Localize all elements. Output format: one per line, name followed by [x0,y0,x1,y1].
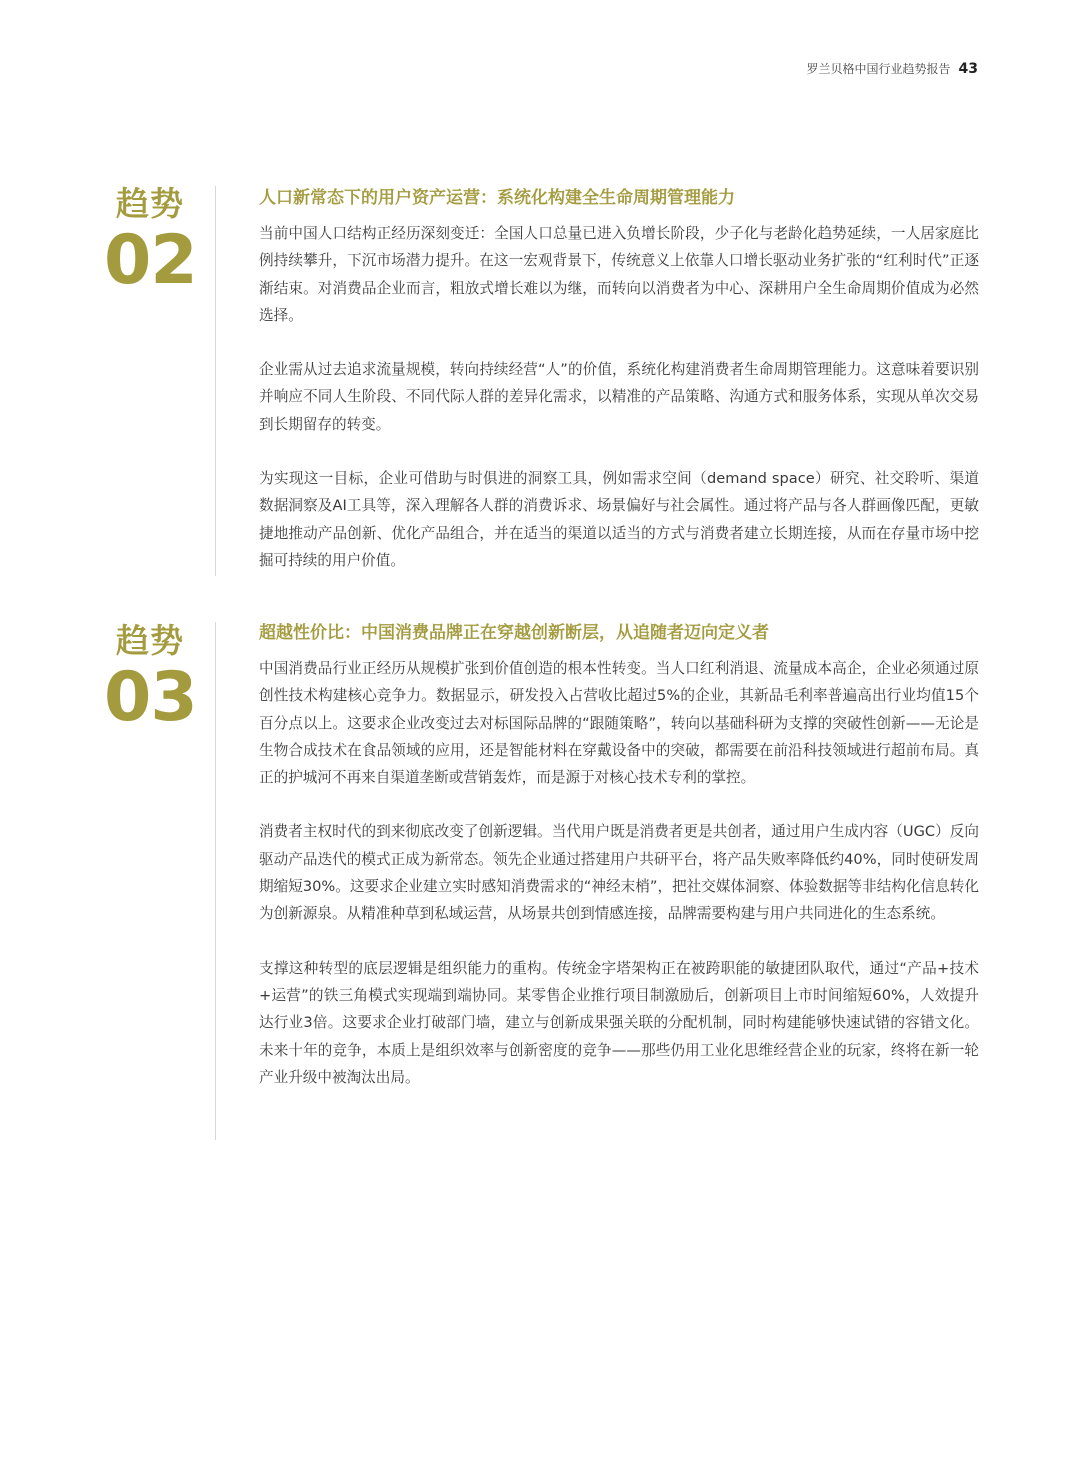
section-divider-line [215,186,216,576]
trend-03-content [259,621,979,1118]
trend-02-label [104,184,197,300]
trend-word: 趋势 [116,184,184,223]
trend-02-content [259,186,979,601]
section-heading: 人口新常态下的用户资产运营：系统化构建全生命周期管理能力 [259,188,735,208]
paragraph: 为实现这一目标，企业可借助与时俱进的洞察工具，例如需求空间（demand space）研究、社交聆听、渠道数据洞察及AI工具等，深入理解各人群的消费诉求、场景偏好与社会属性。通过将产品与各人群画像匹配，更敏捷地推动产品创新、优化产品组合，并在适当的渠道以适当的方式与消费者建立长期连接，从而在存量市场中挖掘可持续的用户价值。 [259,470,979,569]
section-divider-line [215,622,216,1140]
trend-number: 03 [104,658,197,737]
page-header [807,60,979,77]
paragraph: 中国消费品行业正经历从规模扩张到价值创造的根本性转变。当人口红利消退、流量成本高企，企业必须通过原创性技术构建核心竞争力。数据显示，研发投入占营收比超过5%的企业，其新品毛利率普遍高出行业均值15个百分点以上。这要求企业改变过去对标国际品牌的“跟随策略”，转向以基础科研为支撑的突破性创新——无论是生物合成技术在食品领域的应用，还是智能材料在穿戴设备中的突破，都需要在前沿科技领域进行超前布局。真正的护城河不再来自渠道垄断或营销轰炸，而是源于对核心技术专利的掌控。 [259,660,979,787]
trend-word: 趋势 [116,621,184,660]
paragraph: 企业需从过去追求流量规模，转向持续经营“人”的价值，系统化构建消费者生命周期管理能力。这意味着要识别并响应不同人生阶段、不同代际人群的差异化需求，以精准的产品策略、沟通方式和服务体系，实现从单次交易到长期留存的转变。 [259,361,979,433]
page-number: 43 [958,61,978,77]
report-title: 罗兰贝格中国行业趋势报告 [806,62,951,76]
trend-number: 02 [104,221,197,300]
section-heading: 超越性价比：中国消费品牌正在穿越创新断层，从追随者迈向定义者 [259,623,769,643]
trend-03-label [104,621,197,737]
paragraph: 当前中国人口结构正经历深刻变迁：全国人口总量已进入负增长阶段，少子化与老龄化趋势延续，一人居家庭比例持续攀升，下沉市场潜力提升。在这一宏观背景下，传统意义上依靠人口增长驱动业务扩张的“红利时代”正逐渐结束。对消费品企业而言，粗放式增长难以为继，而转向以消费者为中心、深耕用户全生命周期价值成为必然选择。 [259,225,979,324]
paragraph: 消费者主权时代的到来彻底改变了创新逻辑。当代用户既是消费者更是共创者，通过用户生成内容（UGC）反向驱动产品迭代的模式正成为新常态。领先企业通过搭建用户共研平台，将产品失败率降低约40%，同时使研发周期缩短30%。这要求企业建立实时感知消费需求的“神经末梢”，把社交媒体洞察、体验数据等非结构化信息转化为创新源泉。从精准种草到私域运营，从场景共创到情感连接，品牌需要构建与用户共同进化的生态系统。 [259,823,979,923]
paragraph: 支撑这种转型的底层逻辑是组织能力的重构。传统金字塔架构正在被跨职能的敏捷团队取代，通过“产品+技术+运营”的铁三角模式实现端到端协同。某零售企业推行项目制激励后，创新项目上市时间缩短60%，人效提升达行业3倍。这要求企业打破部门墙，建立与创新成果强关联的分配机制，同时构建能够快速试错的容错文化。未来十年的竞争，本质上是组织效率与创新密度的竞争——那些仍用工业化思维经营企业的玩家，终将在新一轮产业升级中被淘汰出局。 [259,959,979,1086]
